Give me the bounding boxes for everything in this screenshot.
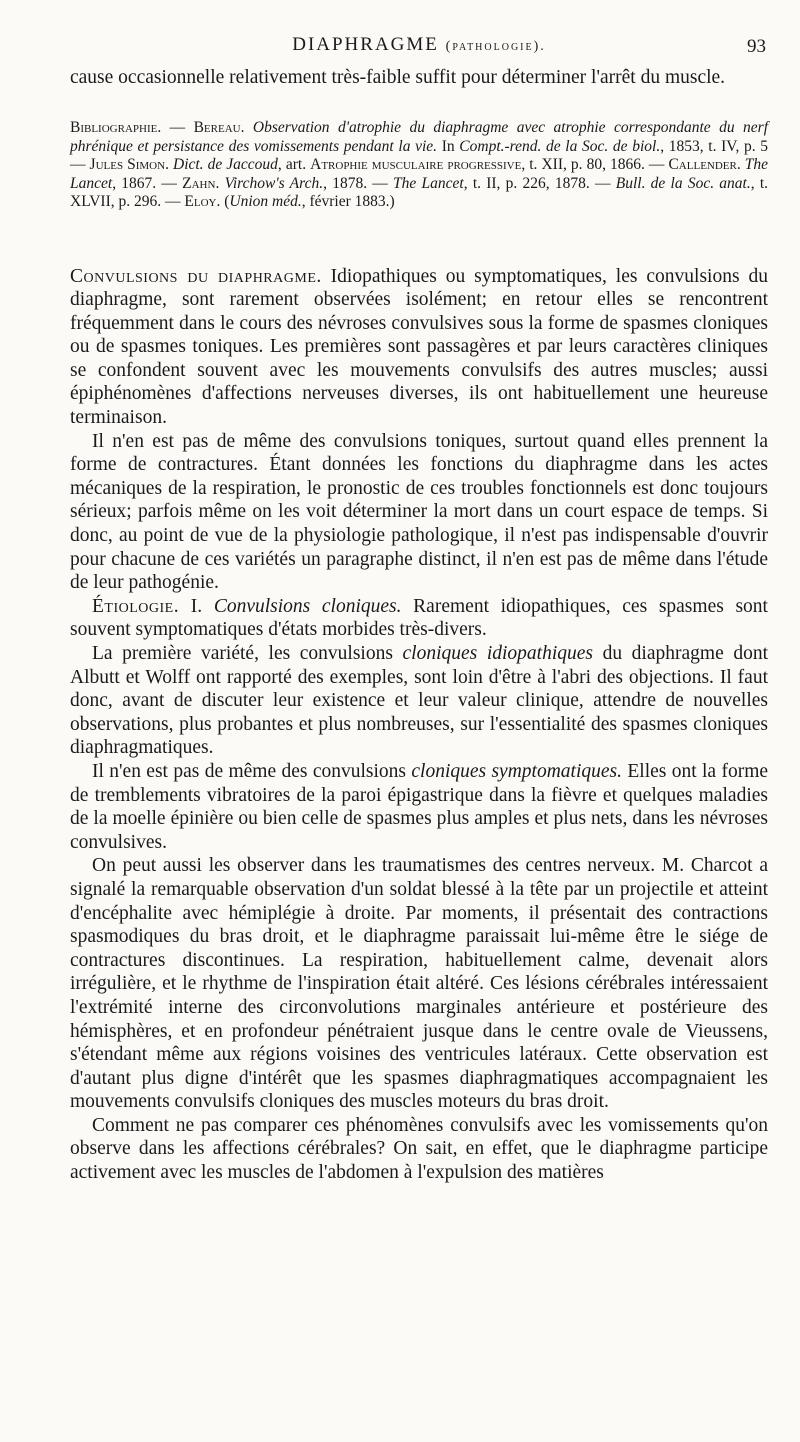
- bibliography-text: , t. XLVII, p. 296. —: [70, 174, 769, 210]
- section-heading: Étiologie.: [92, 595, 180, 617]
- bibliography-journal: Bull. de la Soc. anat.: [615, 174, 751, 192]
- emphasis-text: cloniques symptomatiques.: [411, 760, 623, 782]
- paragraph-etiologie: [70, 595, 768, 642]
- running-title-subtitle: (pathologie).: [445, 39, 546, 54]
- subsection-heading: Convulsions cloniques.: [213, 595, 402, 617]
- bibliography-author: — Bereau.: [169, 119, 245, 136]
- paragraph-comparaison: Comment ne pas comparer ces phénomènes convulsifs avec les vomissements qu'on observe dans les affections cérébrales? On sait, en effet, que le diaphragme participe activement avec les muscles de l'abdomen à l'expulsion des matières: [70, 1114, 768, 1184]
- paragraph-convulsions: [70, 265, 768, 430]
- bibliography: [70, 119, 768, 212]
- bibliography-text: , 1853, t. IV, p. 5 —: [70, 137, 769, 173]
- paragraph-symptomatiques: [70, 760, 768, 854]
- bibliography-author: Jules Simon.: [89, 156, 169, 173]
- bibliography-journal: Dict. de Jaccoud: [173, 156, 278, 173]
- running-title: [70, 34, 768, 56]
- paragraph-text: du diaphragme dont Albutt et Wolff ont rapporté des exemples, sont loin d'être à l'abri des objections. Il faut donc, avant de discuter leur existence et leur valeur clinique, attendre de nouvelles observations, plus probantes et plus nombreuses, sur l'essentialité des spasmes cloniques diaphragmatiques.: [70, 643, 768, 759]
- paragraph-idiopathiques: [70, 642, 768, 760]
- bibliography-author: Callender.: [668, 156, 741, 173]
- bibliography-text: , t. XII, p. 80, 1866. —: [521, 156, 665, 173]
- main-text: [70, 265, 768, 1185]
- section-heading: Convulsions du diaphragme.: [70, 265, 322, 287]
- bibliography-entry: Atrophie musculaire progressive: [310, 156, 522, 173]
- paragraph-text: Elles ont la forme de tremblements vibratoires de la paroi épigastrique dans la fièvre et quelques maladies de la moelle épinière ou bien celle de spasmes plus amples et plus nets, dans les névroses convulsives.: [70, 760, 769, 853]
- bibliography-text: , février 1883.): [301, 193, 395, 210]
- bibliography-title: Observation d'atrophie du diaphragme avec atrophie correspondante du nerf phrénique et persistance des vomissements pendant la vie.: [70, 119, 768, 155]
- bibliography-text: , art.: [277, 156, 307, 173]
- bibliography-text: , 1878. —: [323, 174, 388, 192]
- paragraph-text: Rarement idiopathiques, ces spasmes sont souvent symptomatiques d'états morbides très-divers.: [70, 595, 768, 641]
- continuation-text: cause occasionnelle relativement très-faible suffit pour déterminer l'arrêt du muscle.: [70, 67, 726, 88]
- bibliography-journal: The Lancet: [393, 174, 464, 192]
- bibliography-author: Eloy.: [184, 193, 221, 210]
- book-page: [70, 30, 768, 1185]
- running-title-main: DIAPHRAGME: [292, 34, 439, 55]
- bibliography-text: In: [441, 137, 455, 155]
- paragraph-toniques: Il n'en est pas de même des convulsions toniques, surtout quand elles prennent la forme de contractures. Étant données les fonctions du diaphragme dans les actes mécaniques de la respiration, le pronostic de ces troubles fonctionnels est donc toujours sérieux; parfois même on les voit déterminer la mort dans un court espace de temps. Si donc, au point de vue de la physiologie pathologique, il n'est pas indispensable d'ouvrir pour chacune de ces variétés un paragraphe distinct, il n'en est pas de même dans l'étude de leur pathogénie.: [70, 430, 768, 594]
- paragraph-text: La première variété, les convulsions: [92, 643, 403, 664]
- paragraph-text: Il n'en est pas de même des convulsions: [92, 760, 412, 782]
- paragraph-text: Idiopathiques ou symptomatiques, les convulsions du diaphragme, sont rarement observées isolément; en retour elles se rencontrent fréquemment dans le cours des névroses convulsives sous la forme de spasmes cloniques ou de spasmes toniques. Les premières sont passagères et par leurs caractères cliniques se confondent souvent avec les mouvements convulsifs des autres muscles; aussi épiphénomènes d'affections nerveuses diverses, ils ont habituellement une heureuse terminaison.: [70, 265, 768, 429]
- bibliography-journal: The Lancet: [70, 156, 769, 192]
- bibliography-label: Bibliographie.: [70, 119, 162, 136]
- bibliography-text: , t. II, p. 226, 1878. —: [463, 174, 611, 192]
- bibliography-journal: Virchow's Arch.: [224, 174, 324, 192]
- bibliography-text: , 1867. —: [112, 174, 177, 192]
- bibliography-journal: Union méd.: [229, 193, 302, 210]
- bibliography-author: Zahn.: [182, 174, 220, 192]
- running-header: [70, 30, 768, 60]
- page-number: 93: [747, 36, 766, 57]
- bibliography-text: (: [224, 193, 230, 210]
- paragraph-text: I.: [179, 595, 214, 617]
- bibliography-journal: Compt.-rend. de la Soc. de biol.: [459, 137, 661, 155]
- emphasis-text: cloniques idiopathiques: [402, 643, 594, 664]
- paragraph-traumatismes: On peut aussi les observer dans les traumatismes des centres nerveux. M. Charcot a signalé la remarquable observation d'un soldat blessé à la tête par un projectile et atteint d'encéphalite avec hémiplégie à droite. Par moments, il présentait des contractions spasmodiques du bras droit, et le diaphragme paraissait lui-même être le siége de contractures discontinues. La respiration, habituellement calme, devenait alors irrégulière, et le rhythme de l'inspiration était altéré. Ces lésions cérébrales intéressaient l'extrémité interne des circonvolutions marginales antérieure et postérieure des hémisphères, et en profondeur pénétraient jusque dans le centre ovale de Vieussens, s'étendant même aux régions voisines des ventricules latéraux. Cette observation est d'autant plus digne d'intérêt que les spasmes diaphragmatiques accompagnaient les mouvements convulsifs cloniques des muscles moteurs du bras droit.: [70, 855, 768, 1113]
